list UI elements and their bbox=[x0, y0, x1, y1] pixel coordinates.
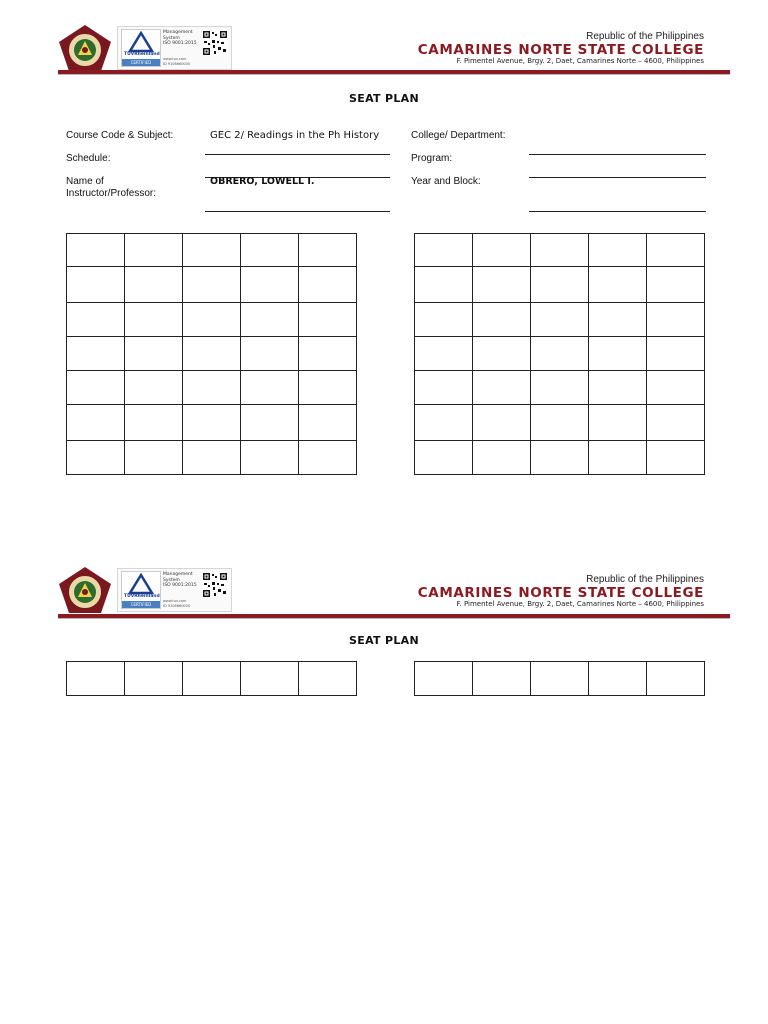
cert-footer: www.tuv.com ID 9108660000 bbox=[163, 57, 191, 66]
seat-cell bbox=[241, 234, 299, 267]
seat-cell bbox=[473, 662, 531, 696]
seat-cell bbox=[183, 234, 241, 267]
seat-cell bbox=[589, 337, 647, 371]
seat-row bbox=[67, 234, 357, 267]
seat-grid-left bbox=[66, 661, 357, 696]
seat-cell bbox=[183, 441, 241, 475]
seat-cell bbox=[67, 662, 125, 696]
college-address: F. Pimentel Avenue, Brgy. 2, Daet, Camarines Norte – 4600, Philippines bbox=[456, 600, 704, 608]
republic-text: Republic of the Philippines bbox=[586, 31, 704, 42]
seat-cell bbox=[531, 234, 589, 267]
seat-grid-left bbox=[66, 233, 357, 475]
seat-cell bbox=[589, 662, 647, 696]
seat-grid-right bbox=[414, 233, 705, 475]
program-underline bbox=[529, 177, 706, 178]
instructor-label: Name of Instructor/Professor: bbox=[66, 176, 157, 199]
seat-cell bbox=[241, 441, 299, 475]
certified-bar: CERTIFIED bbox=[122, 59, 160, 66]
page-title: SEAT PLAN bbox=[349, 92, 419, 105]
seat-cell bbox=[183, 405, 241, 441]
seat-cell bbox=[299, 662, 357, 696]
seat-cell bbox=[125, 303, 183, 337]
seat-row bbox=[415, 405, 705, 441]
seat-cell bbox=[473, 303, 531, 337]
seat-cell bbox=[67, 267, 125, 303]
college-name: CAMARINES NORTE STATE COLLEGE bbox=[417, 585, 704, 601]
seat-cell bbox=[589, 234, 647, 267]
seat-cell bbox=[125, 267, 183, 303]
seat-cell bbox=[415, 371, 473, 405]
seat-row bbox=[415, 234, 705, 267]
cert-text: Management System ISO 9001:2015 bbox=[163, 572, 197, 588]
instructor-underline bbox=[205, 211, 390, 212]
seat-cell bbox=[647, 267, 705, 303]
seat-cell bbox=[589, 405, 647, 441]
college-underline bbox=[529, 154, 706, 155]
seat-cell bbox=[67, 405, 125, 441]
seat-row bbox=[415, 662, 705, 696]
seat-cell bbox=[589, 303, 647, 337]
seat-cell bbox=[67, 337, 125, 371]
seat-cell bbox=[183, 337, 241, 371]
seat-cell bbox=[589, 267, 647, 303]
seat-cell bbox=[241, 267, 299, 303]
college-seal-icon bbox=[58, 566, 112, 614]
seat-cell bbox=[241, 405, 299, 441]
seat-cell bbox=[647, 662, 705, 696]
seat-cell bbox=[473, 267, 531, 303]
seat-row bbox=[67, 337, 357, 371]
seat-cell bbox=[531, 405, 589, 441]
republic-text: Republic of the Philippines bbox=[586, 574, 704, 585]
tuv-logo bbox=[121, 29, 161, 67]
seat-cell bbox=[299, 405, 357, 441]
seat-cell bbox=[473, 337, 531, 371]
seat-cell bbox=[67, 303, 125, 337]
seat-cell bbox=[67, 234, 125, 267]
seat-cell bbox=[473, 371, 531, 405]
seat-cell bbox=[125, 405, 183, 441]
seat-cell bbox=[415, 267, 473, 303]
seat-cell bbox=[531, 662, 589, 696]
seat-row bbox=[67, 267, 357, 303]
seat-cell bbox=[531, 267, 589, 303]
seat-cell bbox=[67, 441, 125, 475]
header-divider-shadow bbox=[58, 74, 730, 75]
seat-cell bbox=[473, 234, 531, 267]
seat-cell bbox=[125, 337, 183, 371]
seat-cell bbox=[473, 441, 531, 475]
cert-footer: www.tuv.com ID 9108660000 bbox=[163, 599, 191, 608]
seat-cell bbox=[299, 441, 357, 475]
qr-code-icon bbox=[202, 572, 228, 598]
seat-cell bbox=[589, 371, 647, 405]
tuv-triangle-icon bbox=[122, 31, 160, 53]
seat-row bbox=[67, 371, 357, 405]
seat-row bbox=[67, 405, 357, 441]
seat-cell bbox=[531, 337, 589, 371]
seat-cell bbox=[299, 267, 357, 303]
seat-cell bbox=[125, 234, 183, 267]
tuv-logo bbox=[121, 571, 161, 609]
program-label: Program: bbox=[411, 153, 453, 164]
certification-badge bbox=[117, 568, 232, 612]
page-title: SEAT PLAN bbox=[349, 634, 419, 647]
seat-cell bbox=[299, 303, 357, 337]
seat-cell bbox=[647, 234, 705, 267]
seat-row bbox=[415, 337, 705, 371]
page2-header bbox=[0, 566, 768, 626]
seat-cell bbox=[241, 371, 299, 405]
seat-cell bbox=[125, 371, 183, 405]
seat-cell bbox=[647, 441, 705, 475]
seat-cell bbox=[589, 441, 647, 475]
seat-cell bbox=[531, 441, 589, 475]
college-seal-icon bbox=[58, 24, 112, 72]
course-label: Course Code & Subject: bbox=[66, 130, 174, 141]
seat-cell bbox=[241, 303, 299, 337]
seat-cell bbox=[183, 267, 241, 303]
seat-cell bbox=[299, 337, 357, 371]
seat-cell bbox=[125, 441, 183, 475]
seat-cell bbox=[647, 303, 705, 337]
college-address: F. Pimentel Avenue, Brgy. 2, Daet, Camarines Norte – 4600, Philippines bbox=[456, 57, 704, 65]
cert-text: Management System ISO 9001:2015 bbox=[163, 30, 197, 46]
tuv-brand-text: TÜVRheinland bbox=[124, 52, 160, 57]
year-block-underline bbox=[529, 211, 706, 212]
seat-cell bbox=[67, 371, 125, 405]
seat-cell bbox=[415, 337, 473, 371]
seat-cell bbox=[531, 303, 589, 337]
seat-cell bbox=[647, 371, 705, 405]
seat-row bbox=[67, 441, 357, 475]
course-underline bbox=[205, 154, 390, 155]
seat-cell bbox=[415, 405, 473, 441]
seat-row bbox=[67, 662, 357, 696]
seat-cell bbox=[125, 662, 183, 696]
seat-row bbox=[415, 303, 705, 337]
header-divider-shadow bbox=[58, 618, 730, 619]
seat-row bbox=[415, 441, 705, 475]
seat-row bbox=[415, 267, 705, 303]
course-value: GEC 2/ Readings in the Ph History bbox=[210, 130, 380, 141]
seat-cell bbox=[183, 303, 241, 337]
tuv-brand-text: TÜVRheinland bbox=[124, 594, 160, 599]
seat-row bbox=[67, 303, 357, 337]
seat-cell bbox=[183, 662, 241, 696]
certified-bar: CERTIFIED bbox=[122, 601, 160, 608]
seat-cell bbox=[299, 371, 357, 405]
instructor-value: OBRERO, LOWELL I. bbox=[210, 176, 315, 187]
seat-cell bbox=[183, 371, 241, 405]
seat-cell bbox=[415, 662, 473, 696]
schedule-label: Schedule: bbox=[66, 153, 111, 164]
seat-cell bbox=[241, 337, 299, 371]
seat-cell bbox=[415, 303, 473, 337]
seat-grid-right bbox=[414, 661, 705, 696]
college-name: CAMARINES NORTE STATE COLLEGE bbox=[417, 42, 704, 58]
tuv-triangle-icon bbox=[122, 573, 160, 595]
college-label: College/ Department: bbox=[411, 130, 506, 141]
seat-row bbox=[415, 371, 705, 405]
seat-cell bbox=[415, 441, 473, 475]
seat-cell bbox=[241, 662, 299, 696]
seat-cell bbox=[299, 234, 357, 267]
seat-cell bbox=[647, 405, 705, 441]
seat-cell bbox=[473, 405, 531, 441]
seat-cell bbox=[415, 234, 473, 267]
page1-header bbox=[0, 24, 768, 84]
seat-cell bbox=[647, 337, 705, 371]
qr-code-icon bbox=[202, 30, 228, 56]
year-block-label: Year and Block: bbox=[411, 176, 481, 187]
seat-cell bbox=[531, 371, 589, 405]
certification-badge bbox=[117, 26, 232, 70]
